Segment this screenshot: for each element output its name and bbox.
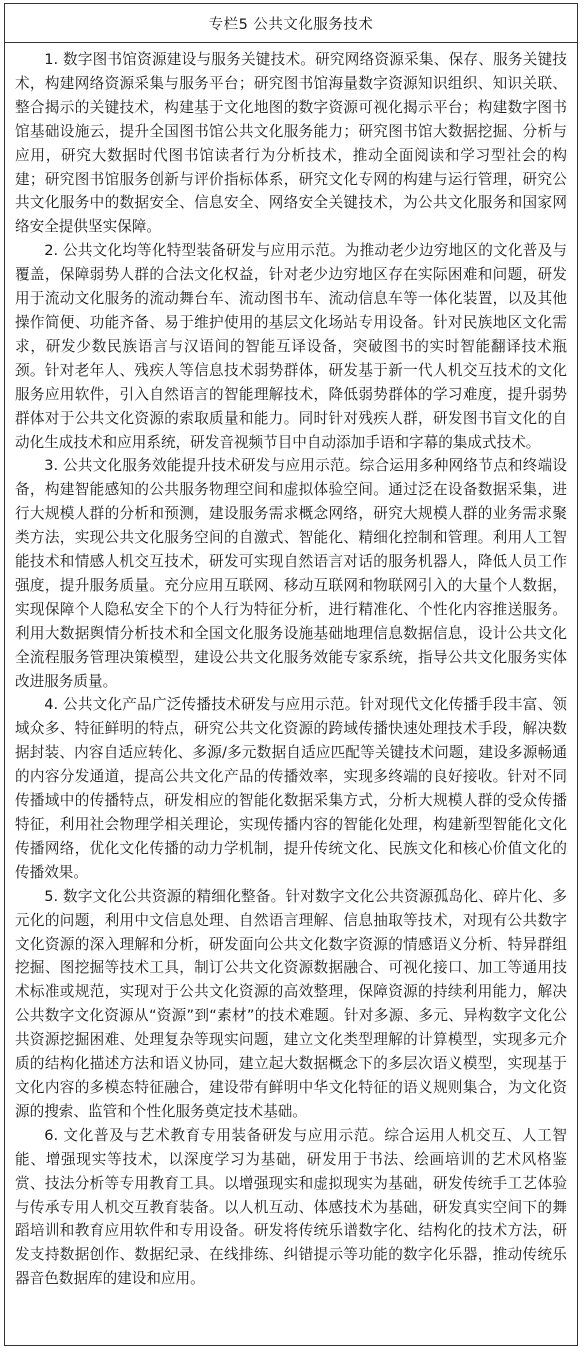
column-title: 专栏5 公共文化服务技术 bbox=[5, 4, 577, 43]
column-box bbox=[4, 3, 578, 1346]
paragraph-resource-refinement: 5. 数字文化公共资源的精细化整备。针对数字文化公共资源孤岛化、碎片化、多元化的问题，利用中文信息处理、自然语言理解、信息抽取等技术，对现有公共数字文化资源的深入理解和分析，研发面向公共文化数字资源的情感语义分析、特异群组挖掘、图挖掘等技术工具，制订公共文化资源数据融合、可视化接口、加工等通用技术标准或规范，实现对于公共文化资源的高效整理，保障资源的持续利用能力，解决公共数字文化资源从“资源”到“素材”的技术难题。针对多源、多元、异构数字文化公共资源挖掘困难、处理复杂等现实问题，建立文化类型理解的计算模型，实现多元介质的结构化描述方法和语义协同，建立起大数据概念下的多层次语义模型，实现基于文化内容的多模态特征融合，建设带有鲜明中华文化特征的语义规则集合，为文化资源的搜索、监管和个性化服务奠定技术基础。 bbox=[15, 887, 567, 1120]
paragraph-equalization-equipment: 2. 公共文化均等化特型装备研发与应用示范。为推动老少边穷地区的文化普及与覆盖，保障弱势人群的合法文化权益，针对老少边穷地区存在实际困难和问题，研发用于流动文化服务的流动舞台车、流动图书车、流动信息车等一体化装置，以及其他操作简便、功能齐备、易于维护使用的基层文化场站专用设备。针对民族地区文化需求，研发少数民族语言与汉语间的智能互译设备，突破图书的实时智能翻译技术瓶颈。针对老年人、残疾人等信息技术弱势群体，研发基于新一代人机交互技术的文化服务应用软件，引入自然语言的智能理解技术，降低弱势群体的学习难度，提升弱势群体对于公共文化资源的索取质量和能力。同时针对残疾人群，研发图书盲文化的自动化生成技术和应用系统，研发音视频节目中自动添加手语和字幕的集成式技术。 bbox=[15, 242, 567, 451]
paragraph-art-education-equipment: 6. 文化普及与艺术教育专用装备研发与应用示范。综合运用人机交互、人工智能、增强现实等技术，以深度学习为基础，研发用于书法、绘画培训的艺术风格鉴赏、技法分析等专用教育工具。以增强现实和虚拟现实为基础，研发传统手工艺体验与传承专用人机交互教育装备。以人机互动、体感技术为基础，研发真实空间下的舞蹈培训和教育应用软件和专用设备。研发将传统乐谱数字化、结构化的技术方法，研发支持数据创作、数据纪录、在线排练、纠错提示等功能的数字化乐器，推动传统乐器音色数据库的建设和应用。 bbox=[15, 1126, 567, 1288]
paragraph-digital-library: 1. 数字图书馆资源建设与服务关键技术。研究网络资源采集、保存、服务关键技术，构建网络资源采集与服务平台；研究图书馆海量数字资源知识组织、知识关联、整合揭示的关键技术，构建基于文化地图的数字资源可视化揭示平台；构建数字图书馆基础设施云，提升全国图书馆公共文化服务能力；研究图书馆大数据挖掘、分析与应用，研究大数据时代图书馆读者行为分析技术，推动全面阅读和学习型社会的构建；研究图书馆服务创新与评价指标体系，研究文化专网的构建与运行管理，研究公共文化服务中的数据安全、信息安全、网络安全关键技术，为公共文化服务和国家网络安全提供坚实保障。 bbox=[15, 51, 567, 236]
paragraph-service-efficiency: 3. 公共文化服务效能提升技术研发与应用示范。综合运用多种网络节点和终端设备，构建智能感知的公共服务物理空间和虚拟体验空间。通过泛在设备数据采集，进行大规模人群的分析和预测，建设服务需求概念网络，研究大规模人群的业务需求聚类方法，实现公共文化服务空间的自激式、智能化、精细化控制和管理。利用人工智能技术和情感人机交互技术，研发可实现自然语言对话的服务机器人，降低人员工作强度，提升服务质量。充分应用互联网、移动互联网和物联网引入的大量个人数据，实现保障个人隐私安全下的个人行为特征分析，进行精准化、个性化内容推送服务。利用大数据舆情分析技术和全国文化服务设施基础地理信息数据信息，设计公共文化全流程服务管理决策模型，建设公共文化服务效能专家系统，指导公共文化服务实体改进服务质量。 bbox=[15, 457, 567, 690]
column-content bbox=[5, 43, 577, 1291]
paragraph-product-dissemination: 4. 公共文化产品广泛传播技术研发与应用示范。针对现代文化传播手段丰富、领域众多、特征鲜明的特点，研究公共文化资源的跨域传播快速处理技术手段，解决数据封装、内容自适应转化、多源/多元数据自适应匹配等关键技术问题，建设多源畅通的内容分发通道，提高公共文化产品的传播效率，实现多终端的良好接收。针对不同传播域中的传播特点，研发相应的智能化数据采集方式，分析大规模人群的受众传播特征，利用社会物理学相关理论，实现传播内容的智能化处理，构建新型智能化文化传播网络，优化文化传播的动力学机制，提升传统文化、民族文化和核心价值文化的传播效果。 bbox=[15, 696, 567, 881]
